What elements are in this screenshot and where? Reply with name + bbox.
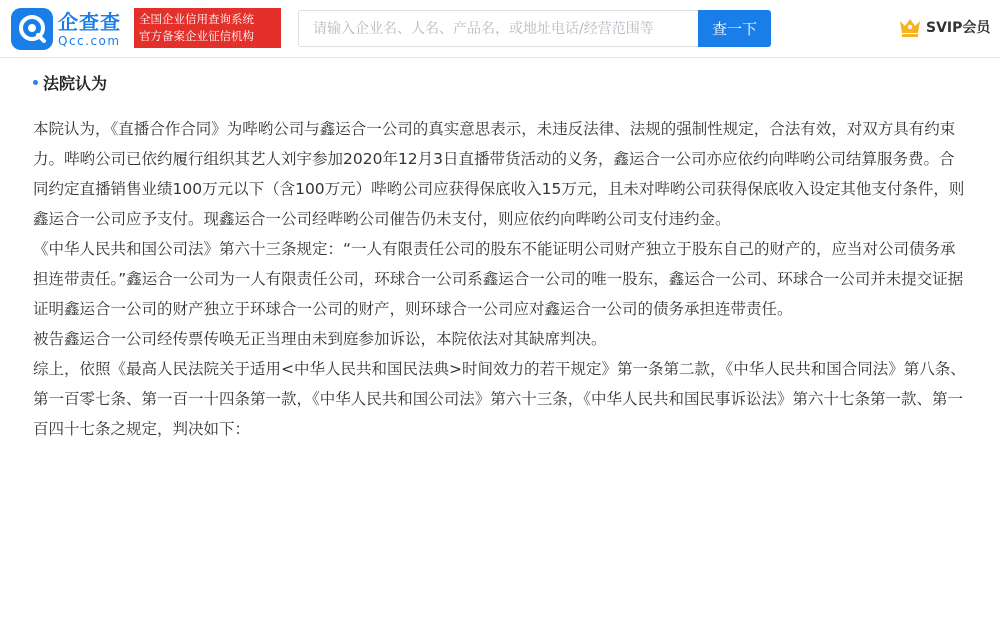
qcc-logo-icon[interactable]	[11, 8, 53, 50]
judgment-body	[33, 114, 968, 444]
logo-text[interactable]: 企查查	[58, 10, 121, 34]
bullet-icon	[33, 80, 38, 85]
paragraph-default-judgment: 被告鑫运合一公司经传票传唤无正当理由未到庭参加诉讼，本院依法对其缺席判决。	[33, 330, 607, 348]
crown-icon	[898, 16, 922, 38]
search-button[interactable]: 查一下	[698, 10, 771, 47]
svip-label: SVIP会员	[926, 20, 991, 36]
logo-domain: Qcc.com	[58, 34, 121, 48]
paragraph-legal-basis: 综上，依照《最高人民法院关于适用<中华人民共和国民法典>时间效力的若干规定》第一条第二款，《中华人民共和国合同法》第八条、第一百零七条、第一百一十四条第一款，《中华人民共和国公司法》第六十三条，《中华人民共和国民事诉讼法》第六十七条第一款、第一百四十七条之规定，判决如下：	[33, 360, 966, 438]
paragraph-company-law: 《中华人民共和国公司法》第六十三条规定：“一人有限责任公司的股东不能证明公司财产独立于股东自己的财产的，应当对公司债务承担连带责任。”鑫运合一公司为一人有限责任公司，环球合一公司系鑫运合一公司的唯一股东，鑫运合一公司、环球合一公司并未提交证据证明鑫运合一公司的财产独立于环球合一公司的财产，则环球合一公司应对鑫运合一公司的债务承担连带责任。	[33, 240, 964, 318]
judgment-content	[0, 58, 1000, 623]
badge-line-2: 官方备案企业征信机构	[139, 29, 254, 43]
search-input[interactable]	[298, 10, 698, 47]
section-title-text: 法院认为	[43, 74, 108, 93]
section-heading	[33, 71, 107, 94]
badge-line-1: 全国企业信用查询系统	[139, 12, 254, 26]
svip-member-link[interactable]	[898, 14, 990, 40]
paragraph-court-opinion: 本院认为，《直播合作合同》为哔哟公司与鑫运合一公司的真实意思表示，未违反法律、法规的强制性规定，合法有效，对双方具有约束力。哔哟公司已依约履行组织其艺人刘宇参加2020年12月3日直播带货活动的义务，鑫运合一公司亦应依约向哔哟公司结算服务费。合同约定直播销售业绩100万元以下（含100万元）哔哟公司应获得保底收入15万元，且未对哔哟公司获得保底收入设定其他支付条件，则鑫运合一公司应予支付。现鑫运合一公司经哔哟公司催告仍未支付，则应依约向哔哟公司支付违约金。	[33, 120, 965, 228]
credit-system-badge	[134, 8, 281, 48]
top-header	[0, 0, 1000, 58]
